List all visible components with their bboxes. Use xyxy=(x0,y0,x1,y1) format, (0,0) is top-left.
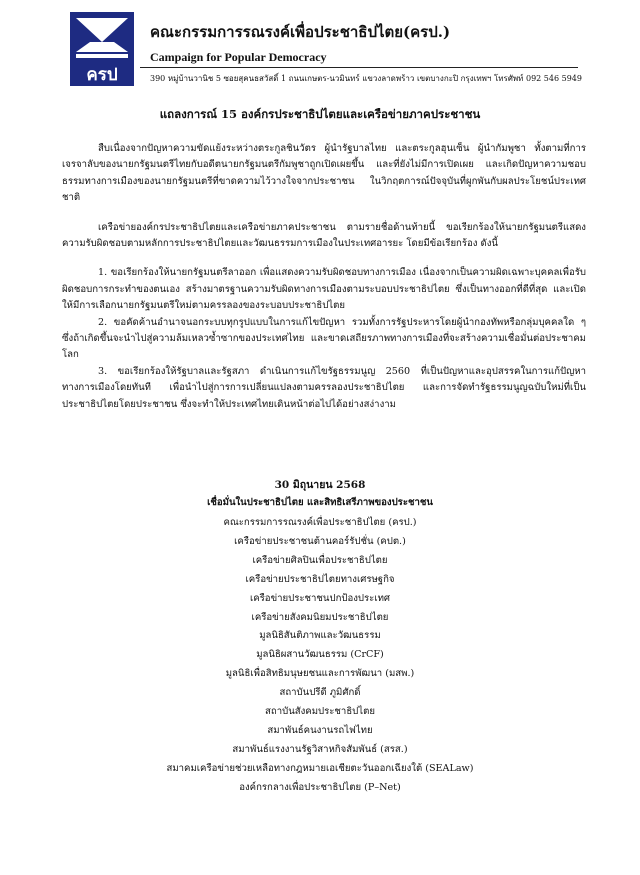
signatory-item: สมาพันธ์แรงงานรัฐวิสาหกิจสัมพันธ์ (สรส.) xyxy=(232,743,408,755)
paragraph-demand-intro: เครือข่ายองค์กรประชาธิปไตยและเครือข่ายภาคประชาชน ตามรายชื่อด้านท้ายนี้ ขอเรียกร้องให้นายกรัฐมนตรีแสดงความรับผิดชอบตามหลักการประชาธิปไตยและวัฒนธรรมการเมืองในประเทศอารยะ โดยมีข้อเรียกร้อง ดังนี้ xyxy=(62,221,586,250)
signatory-item: เครือข่ายศิลปินเพื่อประชาธิปไตย xyxy=(252,554,388,566)
signatory-item: เครือข่ายประชาชนต้านคอร์รัปชั่น (คปต.) xyxy=(234,535,406,547)
signatory-item: เครือข่ายประชาธิปไตยทางเศรษฐกิจ xyxy=(245,573,395,585)
signatory-item: สมาพันธ์คนงานรถไฟไทย xyxy=(267,724,373,736)
signatory-item: มูลนิธิสันติภาพและวัฒนธรรม xyxy=(259,630,381,642)
letterhead-divider xyxy=(140,67,578,68)
signatory-item: สมาคมเครือข่ายช่วยเหลือทางกฎหมายเอเชียตะวันออกเฉียงใต้ (SEALaw) xyxy=(166,762,474,774)
cpd-logo xyxy=(70,12,134,86)
org-name-english: Campaign for Popular Democracy xyxy=(150,50,327,64)
signatory-item: คณะกรรมการรณรงค์เพื่อประชาธิปไตย (ครป.) xyxy=(223,517,417,528)
signatory-item: สถาบันสังคมประชาธิปไตย xyxy=(265,706,375,718)
signatory-item: เครือข่ายสังคมนิยมประชาธิปไตย xyxy=(251,611,389,623)
signatory-item: เครือข่ายประชาชนปกป้องประเทศ xyxy=(249,592,391,604)
demand-item-1: 1. ขอเรียกร้องให้นายกรัฐมนตรีลาออก เพื่อแสดงความรับผิดชอบทางการเมือง เนื่องจากเป็นความผิดเฉพาะบุคคลเพื่อรับผิดชอบการกระทำของตนเอง สร้างมาตรฐานความรับผิดทางการเมืองตามระบอบประชาธิปไตย ซึ่งเป็นทางออกที่ดีที่สุด และเปิดให้มีการเลือกนายกรัฐมนตรีใหม่ตามครรลองของระบอบประชาธิปไตย xyxy=(62,267,586,312)
paragraph-background: สืบเนื่องจากปัญหาความขัดแย้งระหว่างตระกูลชินวัตร ผู้นำรัฐบาลไทย และตระกูลฮุนเซ็น ผู้นำกัมพูชา ทั้งตามที่การเจรจาลับของนายกรัฐมนตรีไทยกับอดีตนายกรัฐมนตรีกัมพูชาถูกเปิดเผยขึ้น และที่ยังไม่มีการเปิดเผย และเกิดปัญหาความชอบธรรมทางการเมืองของนายกรัฐมนตรีที่ขาดความไว้วางใจจากประชาชน ในวิกฤตการณ์ปัจจุบันที่ผูกพันกับผลประโยชน์ประเทศชาติ xyxy=(62,143,586,204)
signatory-item: มูลนิธิผสานวัฒนธรรม (CrCF) xyxy=(256,649,384,661)
logo-text: ครป xyxy=(86,65,118,85)
demand-item-3: 3. ขอเรียกร้องให้รัฐบาลและรัฐสภา ดำเนินการแก้ไขรัฐธรรมนูญ 2560 ที่เป็นปัญหาและอุปสรรคในการแก้ปัญหาทางการเมืองโดยทันที เพื่อนำไปสู่การการเปลี่ยนแปลงตามครรลองประชาธิปไตย และการจัดทำรัฐธรรมนูญฉบับใหม่ที่เป็นประชาธิปไตยโดยประชาชน ซึ่งจะทำให้ประเทศไทยเดินหน้าต่อไปได้อย่างสง่างาม xyxy=(62,365,586,410)
statement-date: 30 มิถุนายน 2568 xyxy=(274,479,366,491)
signatory-item: องค์กรกลางเพื่อประชาธิปไตย (P–Net) xyxy=(239,781,401,793)
org-address: 390 หมู่บ้านวานิช 5 ซอยสุคนธสวัสดิ์ 1 ถนนเกษตร-นวมินทร์ แขวงลาดพร้าว เขตบางกะปิ กรุงเทพฯ โทรศัพท์ 092 546 5949 xyxy=(150,74,582,83)
signatory-item: มูลนิธิเพื่อสิทธิมนุษยชนและการพัฒนา (มสพ.) xyxy=(225,668,415,680)
statement-title: แถลงการณ์ 15 องค์กรประชาธิปไตยและเครือข่ายภาคประชาชน xyxy=(159,107,481,121)
demand-item-2: 2. ขอคัดค้านอำนาจนอกระบบทุกรูปแบบในการแก้ไขปัญหา รวมทั้งการรัฐประหารโดยผู้นำกองทัพหรือกลุ่มบุคคลใด ๆ ซึ่งถ้าเกิดขึ้นจะนำไปสู่ความล้มเหลวซ้ำซากของประเทศไทย และขาดเสถียรภาพทางการเมืองที่จะสร้างความเชื่อมั่นต่อประชาคมโลก xyxy=(62,316,586,361)
signatory-item: สถาบันปรีดี ภูมิศักดิ์ xyxy=(279,687,361,699)
signature-block xyxy=(0,476,640,798)
statement-body xyxy=(62,141,586,426)
org-name-thai: คณะกรรมการรณรงค์เพื่อประชาธิปไตย(ครป.) xyxy=(150,23,451,41)
statement-motto: เชื่อมั่นในประชาธิปไตย และสิทธิเสรีภาพของประชาชน xyxy=(207,497,433,508)
signatory-list xyxy=(0,514,640,798)
